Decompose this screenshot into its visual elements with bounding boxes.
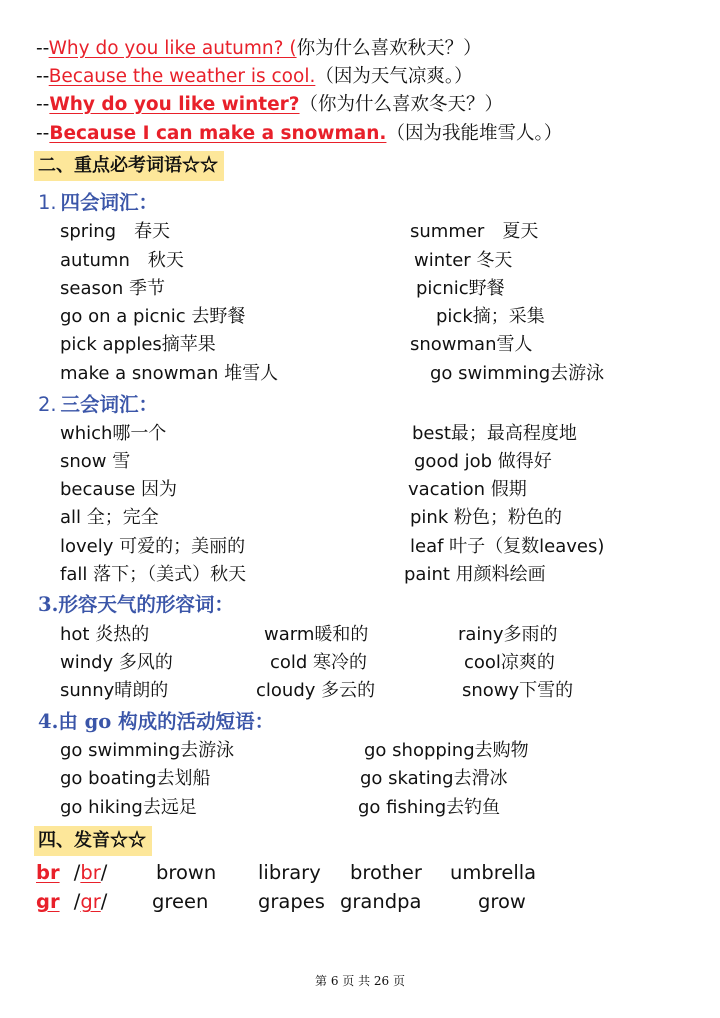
ipa-sound: gr [80,890,101,913]
ipa-slash: / [73,861,81,884]
vocab-item: snowy下雪的 [462,680,574,701]
vocab-item: lovely 可爱的；美丽的 [60,536,246,557]
dialog-line-1 [36,36,482,62]
vocab-item: pink 粉色；粉色的 [410,507,562,528]
subsection-title-weather-adjectives: 3.形容天气的形容词： [38,593,234,616]
vocab-item: which哪一个 [60,423,167,444]
phonics-example-word: brown [156,861,217,884]
vocab-item: go fishing去钓鱼 [358,797,501,818]
vocab-item: go shopping去购物 [364,740,529,761]
vocab-item: pick apples摘苹果 [60,334,216,355]
phonics-example-word: green [152,890,209,913]
subsection-label: 三会词汇： [60,393,159,416]
vocab-item: make a snowman 堆雪人 [60,363,279,384]
answer-chinese: （因为天气凉爽。） [315,66,473,87]
vocab-item: leaf 叶子（复数leaves) [410,536,605,557]
vocab-item: cold 寒冷的 [270,652,368,673]
vocab-item: season 季节 [60,278,166,299]
subsection-number: 2. [38,393,57,416]
vocab-item: go swimming去游泳 [60,740,235,761]
vocab-item: rainy多雨的 [458,624,558,645]
answer-english: Because the weather is cool. [48,66,316,87]
vocab-item: winter 冬天 [414,250,513,271]
dash: -- [36,123,50,144]
dash: -- [36,94,50,115]
vocab-item: cool凉爽的 [464,652,555,673]
question-english: Why do you like winter? [49,94,300,115]
ipa-slash: / [73,890,81,913]
phonics-example-word: grow [478,890,526,913]
ipa-sound: br [80,861,101,884]
vocab-item: go swimming去游泳 [430,363,605,384]
phonics-letters: gr [36,890,60,913]
vocab-item: sunny晴朗的 [60,680,169,701]
phonics-example-word: umbrella [450,861,537,884]
phonics-example-word: grapes [258,890,325,913]
vocab-item: go skating去滑冰 [360,768,508,789]
dash: -- [36,38,49,59]
section-title-key-words: 二、重点必考词语☆☆ [34,151,224,181]
vocab-item: warm暖和的 [264,624,369,645]
vocab-item: summer 夏天 [410,221,539,242]
dialog-line-2 [36,64,473,90]
vocab-item: go hiking去远足 [60,797,197,818]
dialog-line-3 [36,92,503,118]
vocab-item: picnic野餐 [416,278,505,299]
vocab-item: cloudy 多云的 [256,680,376,701]
vocab-item: because 因为 [60,479,178,500]
vocab-item: snowman雪人 [410,334,533,355]
subsection-title-three-skill [38,392,158,418]
answer-chinese: （因为我能堆雪人。） [386,123,563,144]
vocab-item: windy 多风的 [60,652,173,673]
vocab-item: spring 春天 [60,221,171,242]
answer-english: Because I can make a snowman. [49,123,387,144]
vocab-item: autumn 秋天 [60,250,184,271]
subsection-title-go-phrases: 4.由 go 构成的活动短语： [38,710,275,733]
vocab-item: snow 雪 [60,451,131,472]
subsection-title-four-skill [38,190,158,216]
vocab-item: go boating去划船 [60,768,211,789]
vocab-item: fall 落下；（美式）秋天 [60,564,247,585]
page-number-footer: 第 6 页 共 26 页 [315,974,405,988]
subsection-label: 四会词汇： [60,191,159,214]
phonics-letters: br [36,861,60,884]
vocab-item: hot 炎热的 [60,624,150,645]
vocab-item: paint 用颜料绘画 [404,564,546,585]
ipa-slash: / [100,861,108,884]
question-chinese: （你为什么喜欢冬天？） [299,94,504,115]
section-title-pronunciation: 四、发音☆☆ [34,826,152,856]
vocab-item: good job 做得好 [414,451,552,472]
phonics-example-word: library [258,861,321,884]
vocab-item: pick摘；采集 [436,306,545,327]
vocab-item: go on a picnic 去野餐 [60,306,246,327]
phonics-example-word: grandpa [340,890,422,913]
dash: -- [36,66,49,87]
dialog-line-4 [36,121,562,147]
vocab-item: all 全；完全 [60,507,159,528]
question-english: Why do you like autumn? ( [48,38,297,59]
vocab-item: best最；最高程度地 [412,423,577,444]
question-chinese: 你为什么喜欢秋天？） [296,38,482,59]
phonics-example-word: brother [350,861,422,884]
ipa-slash: / [100,890,108,913]
vocab-item: vacation 假期 [408,479,527,500]
subsection-number: 1. [38,191,57,214]
